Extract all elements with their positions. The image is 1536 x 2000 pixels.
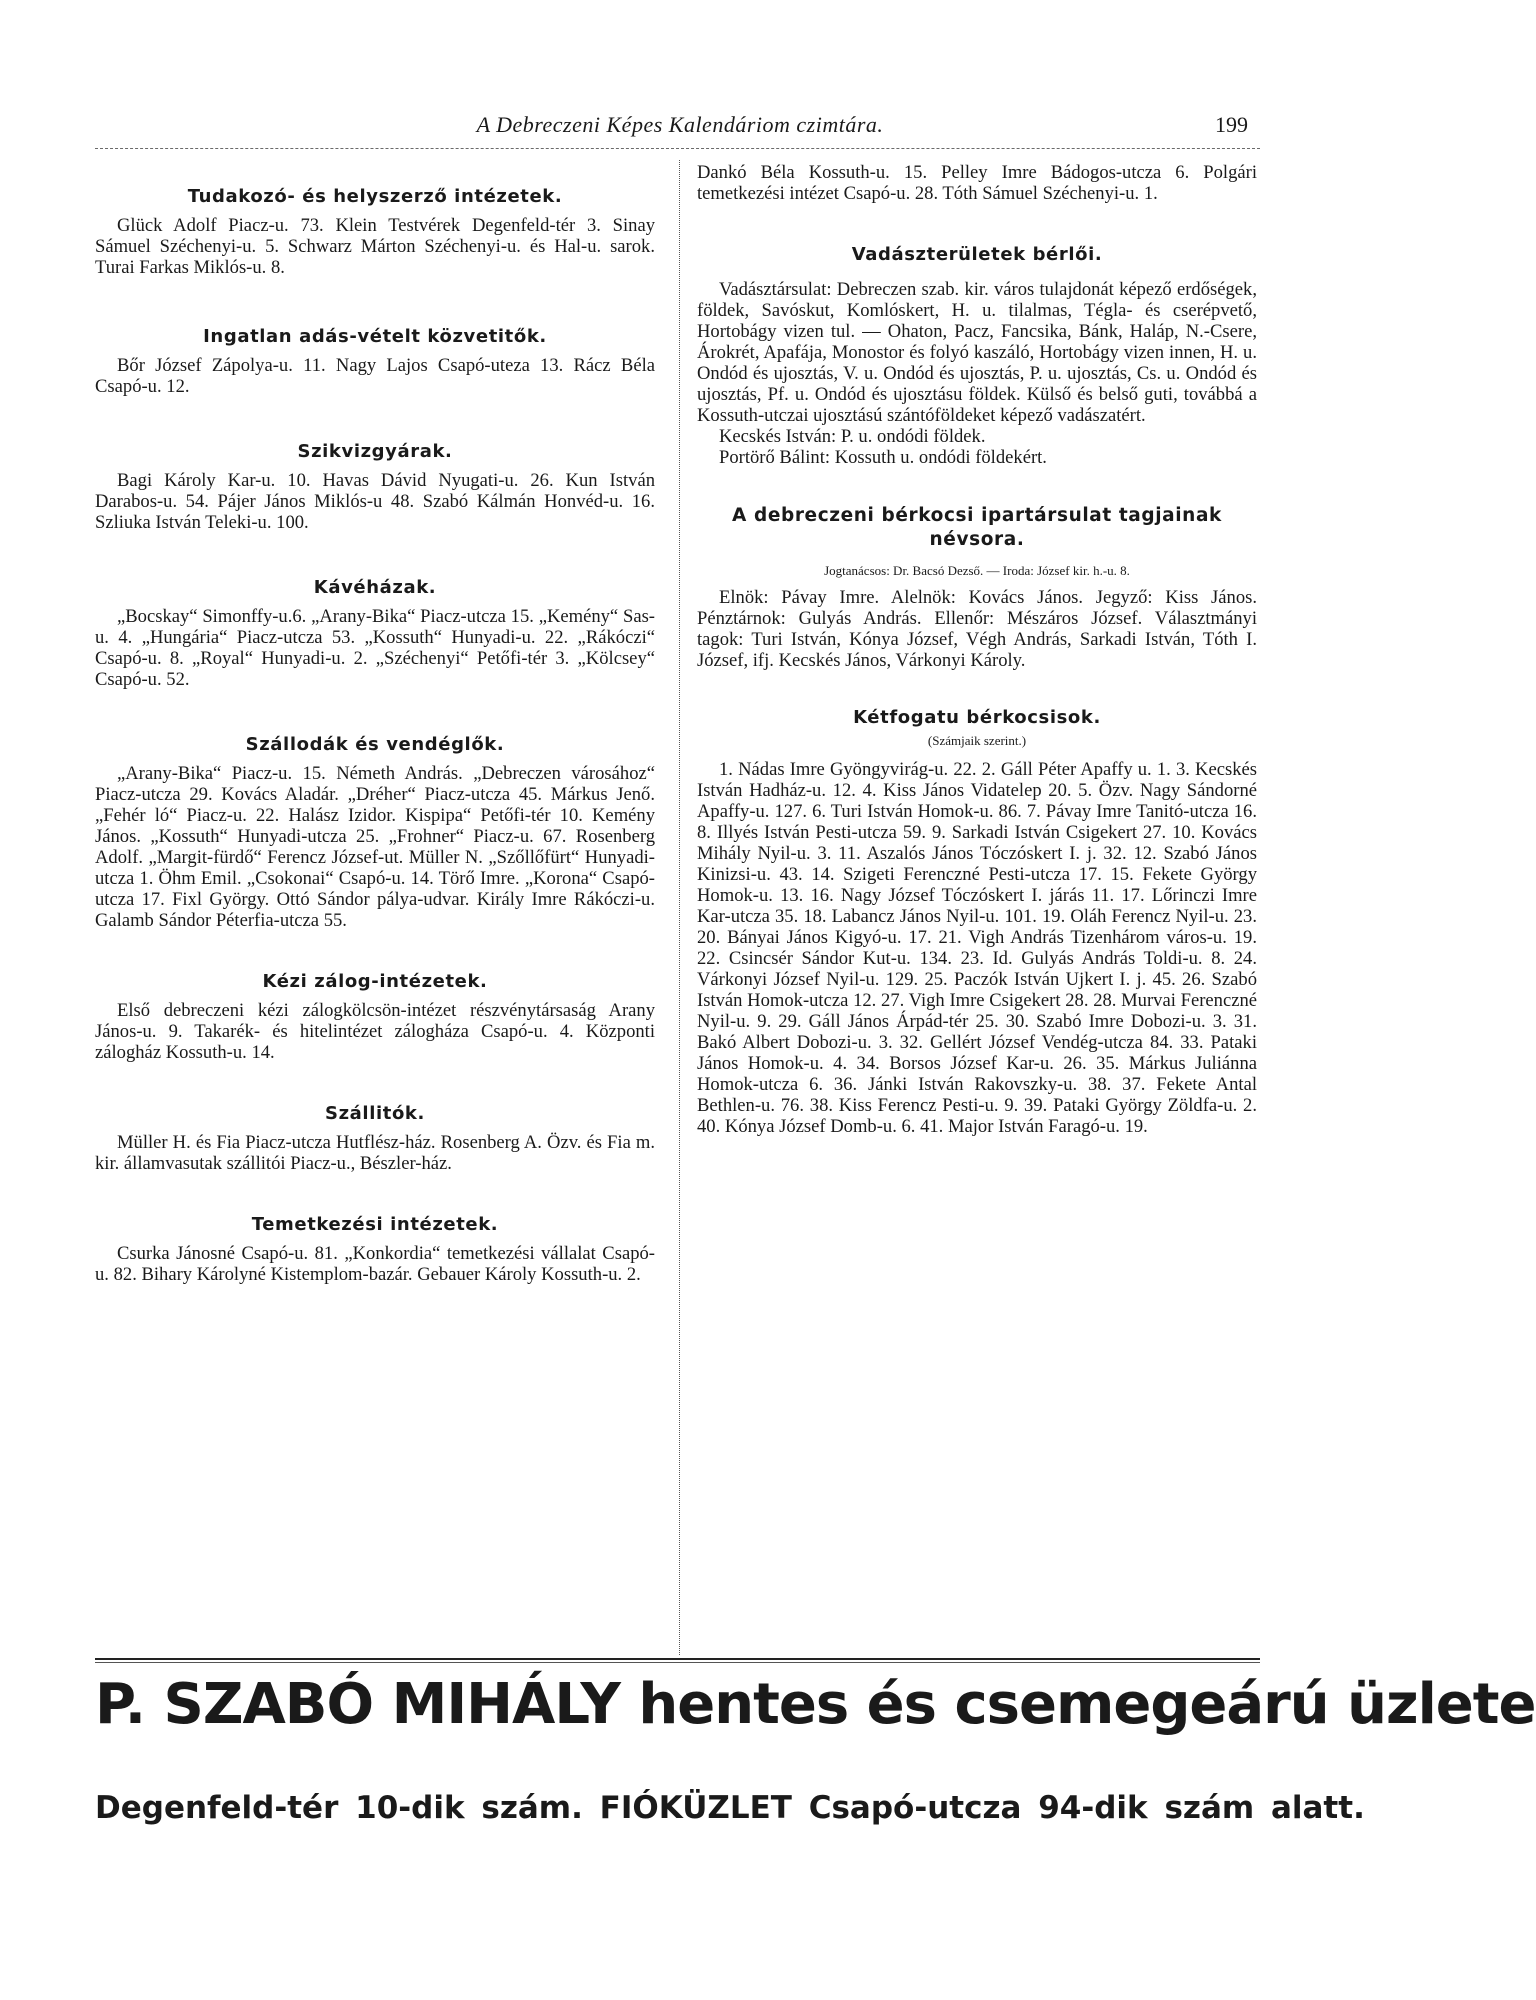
- section-text: Bőr József Zápolya-u. 11. Nagy Lajos Csapó-uteza 13. Rácz Béla Csapó-u. 12.: [95, 355, 655, 397]
- column-divider: [679, 160, 680, 1655]
- section-ingatlan: [95, 326, 655, 397]
- section-heading: Kézi zálog-intézetek.: [262, 971, 488, 992]
- section-temetkezes: [95, 1214, 655, 1285]
- advert-rule: [95, 1658, 1260, 1660]
- section-heading: Szállodák és vendéglők.: [245, 734, 505, 755]
- section-text: Csurka Jánosné Csapó-u. 81. „Konkordia“ temetkezési vállalat Csapó-u. 82. Bihary Károlyné Kistemplom-bazár. Gebauer Károly Kossuth-u. 2.: [95, 1243, 655, 1285]
- section-berkocsi: [697, 504, 1257, 671]
- header-rule: [95, 148, 1260, 149]
- section-tudakozo: [95, 186, 655, 278]
- section-heading: Szállitók.: [325, 1103, 425, 1124]
- section-note: Jogtanácsos: Dr. Bacsó Dezső. — Iroda: József kir. h.-u. 8.: [824, 563, 1130, 578]
- section-text: Első debreczeni kézi zálogkölcsön-intézet részvénytársaság Arany János-u. 9. Takarék- és hitelintézet zálogháza Csapó-u. 4. Központi zálogház Kossuth-u. 14.: [95, 1000, 655, 1063]
- section-vadasz: [697, 244, 1257, 468]
- section-szikviz: [95, 441, 655, 533]
- section-heading: Temetkezési intézetek.: [251, 1214, 499, 1235]
- section-heading: Kávéházak.: [313, 577, 437, 598]
- section-heading: Ingatlan adás-vételt közvetitők.: [203, 326, 547, 347]
- section-text: 1. Nádas Imre Gyöngyvirág-u. 22. 2. Gáll Péter Apaffy u. 1. 3. Kecskés István Hadház-u. 12. 4. Kiss János Vidatelep 20. 5. Özv. Nagy Sándorné Apaffy-u. 127. 6. Turi István Homok-u. 86. 7. Pávay Imre Tanitó-utcza 16. 8. Illyés István Pesti-utcza 59. 9. Sarkadi István Csigekert 27. 10. Kovács Mihály Nyil-u. 3. 11. Aszalós János Tóczóskert I. j. 32. 12. Szabó János Kinizsi-u. 43. 14. Szigeti Ferenczné Pesti-utcza 17. 15. Fekete György Homok-u. 13. 16. Nagy József Tóczóskert I. járás 11. 17. Lőrinczi Imre Kar-utcza 35. 18. Labancz János Nyil-u. 101. 19. Oláh Ferencz Nyil-u. 23. 20. Bányai János Kigyó-u. 17. 21. Vigh András Tizenhárom város-u. 19. 22. Csincsér Sándor Kut-u. 134. 23. Id. Gulyás András Toldi-u. 8. 24. Várkonyi József Nyil-u. 129. 25. Paczók István Ujkert I. j. 45. 26. Szabó István Homok-utcza 12. 27. Vigh Imre Csigekert 28. 28. Murvai Ferenczné Nyil-u. 9. 29. Gáll János Árpád-tér 25. 30. Szabó Imre Dobozi-u. 3. 31. Bakó Albert Dobozi-u. 3. 32. Gellért József Vendég-utcza 84. 33. Pataki János Homok-u. 4. 34. Borsos József Kar-u. 26. 35. Márkus Juliánna Homok-utcza 6. 36. Jánki István Rakovszky-u. 38. 37. Fekete Antal Bethlen-u. 76. 38. Kiss Ferencz Pesti-u. 9. 39. Pataki György Zöldfa-u. 2. 40. Kónya József Domb-u. 6. 41. Major István Faragó-u. 19.: [697, 759, 1257, 1137]
- advert-address: Degenfeld-tér 10-dik szám. FIÓKÜZLET Csapó-utcza 94-dik szám alatt.: [95, 1790, 1365, 1826]
- section-text: „Bocskay“ Simonffy-u.6. „Arany-Bika“ Piacz-utcza 15. „Kemény“ Sas-u. 4. „Hungária“ Piacz-utcza 53. „Kossuth“ Hunyadi-u. 22. „Rákóczi“ Csapó-u. 8. „Royal“ Hunyadi-u. 2. „Széchenyi“ Petőfi-tér 3. „Kölcsey“ Csapó-u. 52.: [95, 606, 655, 690]
- section-ketfogatu: [697, 707, 1257, 1137]
- section-zalog: [95, 971, 655, 1063]
- section-temetkezes-cont: [697, 162, 1257, 204]
- section-heading: Kétfogatu bérkocsisok.: [853, 707, 1101, 728]
- section-subheading: (Számjaik szerint.): [927, 733, 1027, 748]
- section-szallito: [95, 1103, 655, 1174]
- section-kavehaz: [95, 577, 655, 690]
- right-column: [697, 150, 1257, 1137]
- advert-rule-thin: [95, 1662, 1260, 1663]
- section-text: Glück Adolf Piacz-u. 73. Klein Testvérek Degenfeld-tér 3. Sinay Sámuel Széchenyi-u. 5. Schwarz Márton Széchenyi-u. és Hal-u. sarok. Turai Farkas Miklós-u. 8.: [95, 215, 655, 278]
- section-text: Vadásztársulat: Debreczen szab. kir. város tulajdonát képező erdőségek, földek, Savóskut, Komlóskert, H. u. tilalmas, Tégla- és cserépvető, Hortobágy vizen tul. — Ohaton, Pacz, Fancsika, Bánk, Haláp, N.-Csere, Árokrét, Apafája, Monostor és folyó kaszáló, Hortobágy vizen innen, H. u. Ondód és ujosztás, V. u. Ondód és ujosztás, P. u. ujosztás, Cs. u. Ondód és ujosztás, Pf. u. Ondód és ujosztásu földek. Külső és belső guti, továbbá a Kossuth-utczai ujosztású szántóföldeket képező vadászatért.: [697, 279, 1257, 426]
- left-column: [95, 150, 655, 1285]
- section-text: Müller H. és Fia Piacz-utcza Hutflész-ház. Rosenberg A. Özv. és Fia m. kir. államvasutak szállitói Piacz-u., Bészler-ház.: [95, 1132, 655, 1174]
- section-heading: Tudakozó- és helyszerző intézetek.: [187, 186, 563, 207]
- section-text: „Arany-Bika“ Piacz-u. 15. Németh András. „Debreczen városához“ Piacz-utcza 29. Kovács Aladár. „Dréher“ Piacz-utcza 45. Márkus Jenő. „Fehér ló“ Piacz-u. 22. Halász Izidor. Kispipa“ Petőfi-tér 10. Kemény János. „Kossuth“ Hunyadi-utcza 25. „Frohner“ Piacz-u. 67. Rosenberg Adolf. „Margit-fürdő“ Ferencz József-ut. Müller N. „Szőllőfürt“ Hunyadi-utcza 1. Öhm Emil. „Csokonai“ Csapó-u. 14. Törő Imre. „Korona“ Csapó-utcza 17. Fixl György. Ottó Sándor pálya-udvar. Király Imre Rákóczi-u. Galamb Sándor Péterfia-utcza 55.: [95, 763, 655, 931]
- section-text: Kecskés István: P. u. ondódi földek.: [719, 426, 986, 447]
- running-title: A Debreczeni Képes Kalendáriom czimtára.: [476, 112, 884, 137]
- page-number: 199: [1215, 112, 1248, 137]
- section-szalloda: [95, 734, 655, 931]
- section-heading: Szikvizgyárak.: [297, 441, 453, 462]
- section-heading: Vadászterületek bérlői.: [851, 244, 1103, 265]
- section-text: Dankó Béla Kossuth-u. 15. Pelley Imre Bádogos-utcza 6. Polgári temetkezési intézet Csapó-u. 28. Tóth Sámuel Széchenyi-u. 1.: [697, 162, 1257, 204]
- section-text: Portörő Bálint: Kossuth u. ondódi földekért.: [719, 447, 1047, 468]
- section-heading: A debreczeni bérkocsi ipartársulat tagjainak névsora.: [732, 505, 1222, 550]
- section-text: Bagi Károly Kar-u. 10. Havas Dávid Nyugati-u. 26. Kun István Darabos-u. 54. Pájer János Miklós-u 48. Szabó Kálmán Honvéd-u. 16. Szliuka István Teleki-u. 100.: [95, 470, 655, 533]
- section-text: Elnök: Pávay Imre. Alelnök: Kovács János. Jegyző: Kiss János. Pénztárnok: Gulyás András. Ellenőr: Mészáros József. Választmányi tagok: Turi István, Kónya József, Végh András, Sarkadi István, Tóth I. József, ifj. Kecskés János, Várkonyi Károly.: [697, 587, 1257, 671]
- advert-title: P. SZABÓ MIHÁLY hentes és csemegeárú üzlete: [95, 1672, 1536, 1737]
